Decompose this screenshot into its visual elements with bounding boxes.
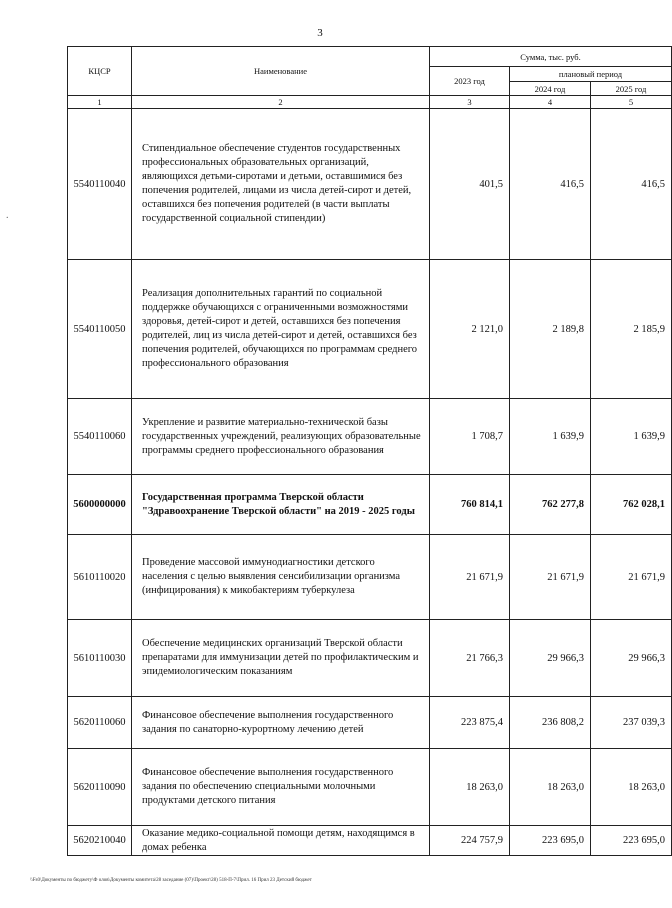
header-sum: Сумма, тыс. руб. [430,47,672,67]
budget-table [67,46,672,856]
row-code: 5610110020 [68,535,132,620]
column-number: 2 [132,96,430,109]
header-planned-period: плановый период [510,67,672,82]
row-value-2025: 2 185,9 [591,260,672,399]
row-code: 5620110090 [68,749,132,826]
row-code: 5540110060 [68,399,132,475]
footer-file-path: \\Fs0\Документы по бюджету\Ф олов\Документы комитета\28 заседание (07)\Проект\28) 518-П-7\Прил. 16 Прил 23 Детский бюджет [30,878,312,883]
row-code: 5610110030 [68,620,132,697]
header-name: Наименование [132,47,430,96]
table-row [68,535,672,620]
row-code: 5620210040 [68,826,132,856]
row-value-2023: 2 121,0 [430,260,510,399]
row-value-2025: 1 639,9 [591,399,672,475]
row-value-2025: 18 263,0 [591,749,672,826]
table-row [68,826,672,856]
row-value-2024: 1 639,9 [510,399,591,475]
row-value-2023: 223 875,4 [430,697,510,749]
table-row [68,109,672,260]
table-row [68,399,672,475]
row-name: Реализация дополнительных гарантий по социальной поддержке обучающихся с ограниченными возможностями здоровья, детей-сирот и детей, оставшихся без попечения родителей, лиц из числа детей-сирот и детей, оставшихся без попечения родителей, обучающихся по программам среднего профессионального образования [132,260,430,399]
header-year-2025: 2025 год [591,82,672,96]
column-number: 1 [68,96,132,109]
row-name: Укрепление и развитие материально-технической базы государственных учреждений, реализующих образовательные программы среднего профессионального образования [132,399,430,475]
row-name: Проведение массовой иммунодиагностики детского населения с целью выявления сенсибилизации организма (инфицирования) к микобактериям туберкулеза [132,535,430,620]
row-value-2025: 223 695,0 [591,826,672,856]
table-row [68,620,672,697]
table-row [68,697,672,749]
row-code: 5620110060 [68,697,132,749]
header-year-2024: 2024 год [510,82,591,96]
row-value-2023: 760 814,1 [430,475,510,535]
header-year-2023: 2023 год [430,67,510,96]
row-value-2024: 223 695,0 [510,826,591,856]
row-value-2025: 416,5 [591,109,672,260]
row-value-2025: 29 966,3 [591,620,672,697]
header-code: КЦСР [68,47,132,96]
table-row [68,749,672,826]
column-number: 3 [430,96,510,109]
row-value-2024: 18 263,0 [510,749,591,826]
row-code: 5540110050 [68,260,132,399]
row-value-2024: 236 808,2 [510,697,591,749]
row-value-2024: 29 966,3 [510,620,591,697]
table-row-program [68,475,672,535]
row-code: 5600000000 [68,475,132,535]
column-number: 5 [591,96,672,109]
row-name: Государственная программа Тверской области "Здравоохранение Тверской области" на 2019 - 2025 годы [132,475,430,535]
row-code: 5540110040 [68,109,132,260]
row-value-2024: 2 189,8 [510,260,591,399]
row-name: Финансовое обеспечение выполнения государственного задания по санаторно-курортному лечению детей [132,697,430,749]
margin-mark: . [6,210,9,221]
row-value-2025: 762 028,1 [591,475,672,535]
column-number: 4 [510,96,591,109]
row-value-2025: 21 671,9 [591,535,672,620]
row-name: Оказание медико-социальной помощи детям, находящимся в домах ребенка [132,826,430,856]
row-value-2024: 762 277,8 [510,475,591,535]
page-number: 3 [317,27,323,39]
row-value-2023: 21 671,9 [430,535,510,620]
row-value-2023: 18 263,0 [430,749,510,826]
row-value-2023: 224 757,9 [430,826,510,856]
row-value-2024: 21 671,9 [510,535,591,620]
row-name: Стипендиальное обеспечение студентов государственных профессиональных образовательных организаций, являющихся детьми-сиротами и детьми, оставшимися без попечения родителей, лицами из числа детей-сирот и детей, оставшихся без попечения родителей (в части выплаты государственной социальной стипендии) [132,109,430,260]
row-value-2025: 237 039,3 [591,697,672,749]
row-name: Обеспечение медицинских организаций Тверской области препаратами для иммунизации детей по профилактическим и эпидемиологическим показаниям [132,620,430,697]
row-value-2023: 1 708,7 [430,399,510,475]
row-value-2023: 21 766,3 [430,620,510,697]
table-row [68,260,672,399]
row-value-2023: 401,5 [430,109,510,260]
row-value-2024: 416,5 [510,109,591,260]
row-name: Финансовое обеспечение выполнения государственного задания по обеспечению специальными молочными продуктами детского питания [132,749,430,826]
